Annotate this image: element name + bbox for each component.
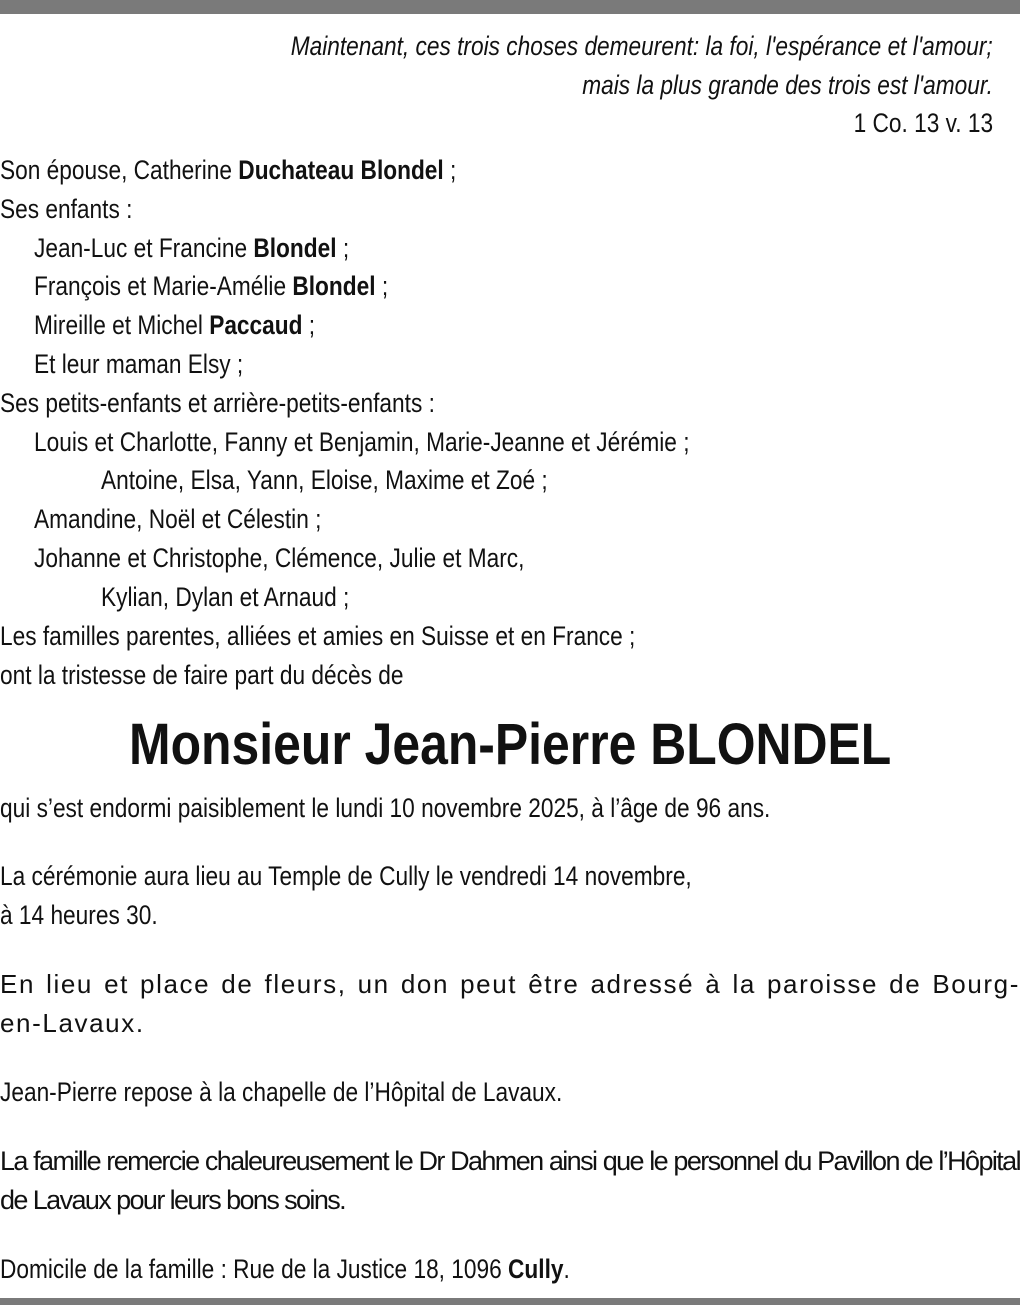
child-given: François et Marie-Amélie [34, 271, 293, 301]
child-surname: Paccaud [209, 310, 303, 340]
ceremony-line-2: à 14 heures 30. [0, 900, 158, 930]
grandchildren-line: Johanne et Christophe, Clémence, Julie et Marc, [34, 543, 525, 573]
address-city: Cully [508, 1254, 564, 1284]
mother-line: Et leur maman Elsy ; [34, 349, 244, 379]
spouse-suffix: ; [443, 155, 457, 185]
ceremony-line-1: La cérémonie aura lieu au Temple de Cully le vendredi 14 novembre, [0, 861, 692, 891]
child-line [34, 308, 315, 342]
passing-line: qui s’est endormi paisiblement le lundi 10 novembre 2025, à l’âge de 96 ans. [0, 793, 771, 823]
child-suffix: ; [336, 233, 350, 263]
top-border-rule [0, 0, 1020, 14]
child-surname: Blondel [292, 271, 376, 301]
child-given: Mireille et Michel [34, 310, 210, 340]
grandchildren-line: Amandine, Noël et Célestin ; [34, 504, 322, 534]
grandchildren-line: Antoine, Elsa, Yann, Eloise, Maxime et Zoé ; [101, 465, 548, 495]
child-suffix: ; [302, 310, 316, 340]
bible-reference: 1 Co. 13 v. 13 [853, 108, 993, 138]
child-surname: Blondel [253, 233, 337, 263]
announcement-line: ont la tristesse de faire part du décès de [0, 660, 404, 690]
spouse-given: Son épouse, Catherine [0, 155, 239, 185]
child-line [34, 269, 388, 303]
address-street: Domicile de la famille : Rue de la Justice 18, 1096 [0, 1254, 509, 1284]
deceased-name: Monsieur Jean-Pierre BLONDEL [128, 712, 892, 777]
donation-paragraph: En lieu et place de fleurs, un don peut être adressé à la paroisse de Bourg-en-Lavaux. [0, 969, 1020, 1038]
spouse-line [0, 153, 456, 187]
spouse-surname: Duchateau Blondel [238, 155, 444, 185]
deceased-name-block [0, 712, 1020, 778]
grandchildren-line: Kylian, Dylan et Arnaud ; [101, 582, 350, 612]
address-suffix: . [563, 1254, 570, 1284]
grandchildren-line: Louis et Charlotte, Fanny et Benjamin, Marie-Jeanne et Jérémie ; [34, 427, 690, 457]
bible-quote-line-1: Maintenant, ces trois choses demeurent: la foi, l'espérance et l'amour; [290, 31, 993, 61]
rests-line: Jean-Pierre repose à la chapelle de l’Hôpital de Lavaux. [0, 1077, 563, 1107]
bible-quote-line-2: mais la plus grande des trois est l'amour. [582, 70, 993, 100]
address-line [0, 1252, 570, 1286]
grandchildren-heading: Ses petits-enfants et arrière-petits-enfants : [0, 388, 435, 418]
thanks-paragraph: La famille remercie chaleureusement le Dr Dahmen ainsi que le personnel du Pavillon de l’Hôpital de Lavaux pour leurs bons soins. [0, 1146, 1020, 1215]
child-line [34, 231, 349, 265]
children-heading: Ses enfants : [0, 194, 133, 224]
relatives-line: Les familles parentes, alliées et amies en Suisse et en France ; [0, 621, 636, 651]
child-given: Jean-Luc et Francine [34, 233, 254, 263]
child-suffix: ; [375, 271, 389, 301]
bottom-border-rule [0, 1298, 1020, 1305]
